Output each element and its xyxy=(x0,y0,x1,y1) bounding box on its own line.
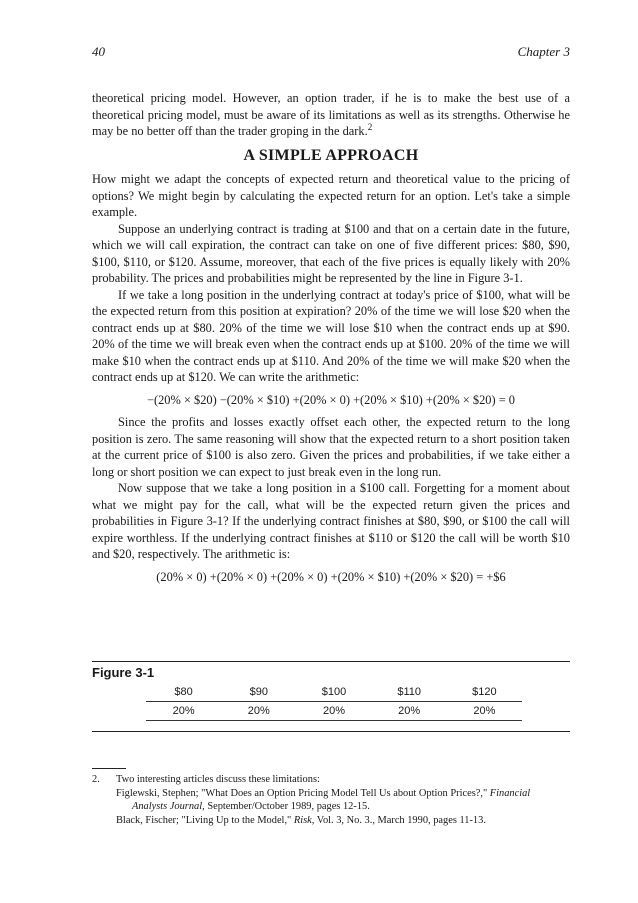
figure-title: Figure 3-1 xyxy=(92,665,155,680)
probability-row xyxy=(146,702,522,721)
price-cell: $110 xyxy=(372,684,447,702)
footnote-ref: 2 xyxy=(367,121,373,132)
price-cell: $100 xyxy=(296,684,371,702)
price-cell: $80 xyxy=(146,684,221,702)
footnote-ref-1 xyxy=(92,787,570,801)
paragraph-question: How might we adapt the concepts of expected return and theoretical value to the pricing of options? We might begin by calculating the expected return for an option. Let's take a simple example. xyxy=(92,172,570,219)
probability-cell: 20% xyxy=(372,702,447,721)
footnote-ref-2-journal: Risk, xyxy=(293,814,315,826)
paragraph-intro xyxy=(92,90,570,140)
figure-bottom-rule xyxy=(92,731,570,732)
footnote-intro-line xyxy=(92,773,570,787)
figure-3-1 xyxy=(92,661,570,732)
footnote-rule xyxy=(92,768,126,769)
footnote-ref-1-pages: September/October 1989, pages 12-15. xyxy=(204,801,370,812)
chapter-label: Chapter 3 xyxy=(517,44,570,59)
footnote-number: 2. xyxy=(92,774,100,785)
footnote-ref-2-text: Black, Fischer; "Living Up to the Model," xyxy=(116,814,294,826)
page-number: 40 xyxy=(92,44,105,59)
paragraph-long-position: If we take a long position in the underlying contract at today's price of $100, what will be the expected return from this position at expiration? 20% of the time we will lose $20 when the contract ends up at $80. 20% of the time we will lose $10 when the contract ends up at $90. 20% of the time we will break even when the contract ends up at $100. 20% of the time we will make $10 when the contract ends up at $110. And 20% of the time we will make $20 when the contract ends up at $120. We can write the arithmetic: xyxy=(92,287,570,384)
price-row xyxy=(146,684,522,702)
footnotes xyxy=(92,768,570,827)
equation-underlying: −(20% × $20) −(20% × $10) +(20% × 0) +(20% × $10) +(20% × $20) = 0 xyxy=(147,392,515,407)
footnote-ref-2-pages: Vol. 3, No. 3., March 1990, pages 11-13. xyxy=(314,814,486,826)
paragraph-offset: Since the profits and losses exactly offset each other, the expected return to the long position is zero. The same reasoning will show that the expected return to a short position taken at the current price of $100 is also zero. Given the prices and probabilities, if we take either a long or short position we can expect to just break even in the long run. xyxy=(92,415,570,479)
probability-cell: 20% xyxy=(221,702,296,721)
paragraph-suppose: Suppose an underlying contract is trading at $100 and that on a certain date in the future, which we will call expiration, the contract can take on one of five different prices: $80, $90, $100, $110, or $120. Assume, moreover, that each of the five prices is equally likely with 20% probability. The prices and probabilities might be represented by the line in Figure 3-1. xyxy=(92,221,570,285)
paragraph-intro-text: theoretical pricing model. However, an option trader, if he is to make the best use of a theoretical pricing model, must be aware of its limitations as well as its strengths. Otherwise he may be no better off than the trader groping in the dark. xyxy=(92,91,570,138)
footnote-ref-1-journal: Financial xyxy=(489,787,531,799)
price-cell: $90 xyxy=(221,684,296,702)
footnote-ref-1-text: Figlewski, Stephen; "What Does an Option Pricing Model Tell Us about Option Prices?," xyxy=(116,787,490,799)
probability-cell: 20% xyxy=(447,702,522,721)
probability-cell: 20% xyxy=(296,702,371,721)
figure-table xyxy=(146,684,522,721)
figure-top-rule xyxy=(92,661,570,662)
footnote-ref-1-cont xyxy=(92,800,570,814)
footnote-intro: Two interesting articles discuss these limitations: xyxy=(116,774,320,785)
footnote-ref-1-journal-cont: Analysts Journal, xyxy=(132,801,205,812)
body-text xyxy=(92,90,570,591)
section-heading: A SIMPLE APPROACH xyxy=(243,146,419,164)
footnote-ref-2 xyxy=(92,814,570,828)
price-cell: $120 xyxy=(447,684,522,702)
paragraph-call: Now suppose that we take a long position in a $100 call. Forgetting for a moment about what we might pay for the call, what will be the expected return given the prices and probabilities in Figure 3-1? If the underlying contract finishes at $80, $90, or $100 the call will expire worthless. If the underlying contract finishes at $110 or $120 the call will be worth $10 and $20, respectively. The arithmetic is: xyxy=(92,481,570,561)
probability-cell: 20% xyxy=(146,702,221,721)
equation-call: (20% × 0) +(20% × 0) +(20% × 0) +(20% × $10) +(20% × $20) = +$6 xyxy=(156,569,506,584)
